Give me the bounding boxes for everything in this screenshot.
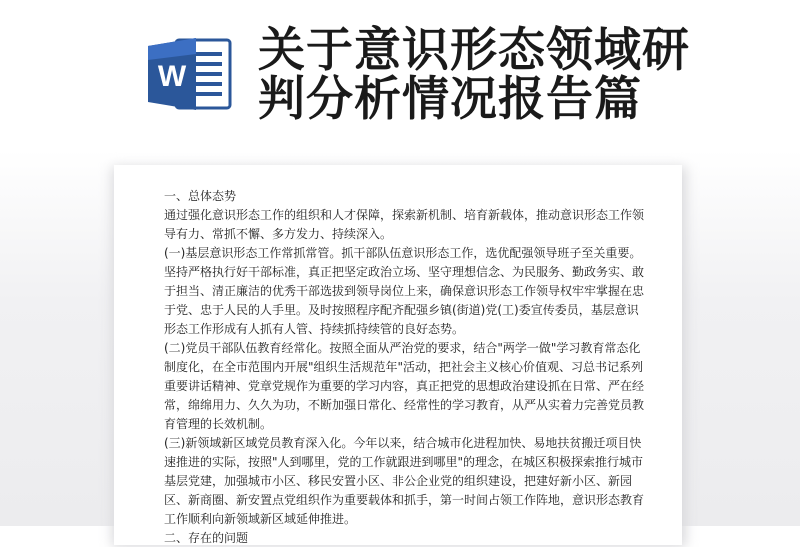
paragraph: (一)基层意识形态工作常抓常管。抓干部队伍意识形态工作，选优配强领导班子至关重要。坚持严格执行好干部标准，真正把坚定政治立场、坚守理想信念、为民服务、勤政务实、敢于担当、清正廉洁的优秀干部选拔到领导岗位上来，确保意识形态工作领导权牢牢掌握在忠于党、忠于人民的人手里。及时按照程序配齐配强乡镇(街道)党(工)委宣传委员，基层意识形态工作形成有人抓有人管、持续抓持续管的良好态势。 xyxy=(164,246,645,336)
word-letter: W xyxy=(157,60,187,93)
section-heading-1: 一、总体态势 xyxy=(164,189,237,203)
paragraph: 通过强化意识形态工作的组织和人才保障，探索新机制、培育新载体，推动意识形态工作领导有力、常抓不懈、多方发力、持续深入。 xyxy=(164,208,645,241)
page-title xyxy=(258,23,698,127)
document-page xyxy=(114,165,682,545)
header xyxy=(0,0,800,150)
title-line-2: 判分析情况报告篇 xyxy=(258,72,642,127)
title-line-1: 关于意识形态领域研 xyxy=(258,23,690,78)
word-document-icon xyxy=(146,34,234,114)
document-body xyxy=(164,187,644,545)
paragraph: (二)党员干部队伍教育经常化。按照全面从严治党的要求，结合"两学一做"学习教育常态化制度化，在全市范围内开展"组织生活规范年"活动，把社会主义核心价值观、习总书记系列重要讲话精神、党章党规作为重要的学习内容，真正把党的思想政治建设抓在日常、严在经常，绵绵用力、久久为功，不断加强日常化、经常性的学习教育，从严从实着力完善党员教育管理的长效机制。 xyxy=(164,341,645,431)
section-heading-2: 二、存在的问题 xyxy=(164,531,249,545)
paragraph: (三)新领域新区域党员教育深入化。今年以来，结合城市化进程加快、易地扶贫搬迁项目快速推进的实际，按照"人到哪里，党的工作就跟进到哪里"的理念，在城区积极探索推行城市基层党建，加强城市小区、移民安置小区、非公企业党的组织建设，把建好新小区、新园区、新商圈、新安置点党组织作为重要载体和抓手，第一时间占领工作阵地，意识形态教育工作顺利向新领域新区域延伸推进。 xyxy=(164,436,645,526)
